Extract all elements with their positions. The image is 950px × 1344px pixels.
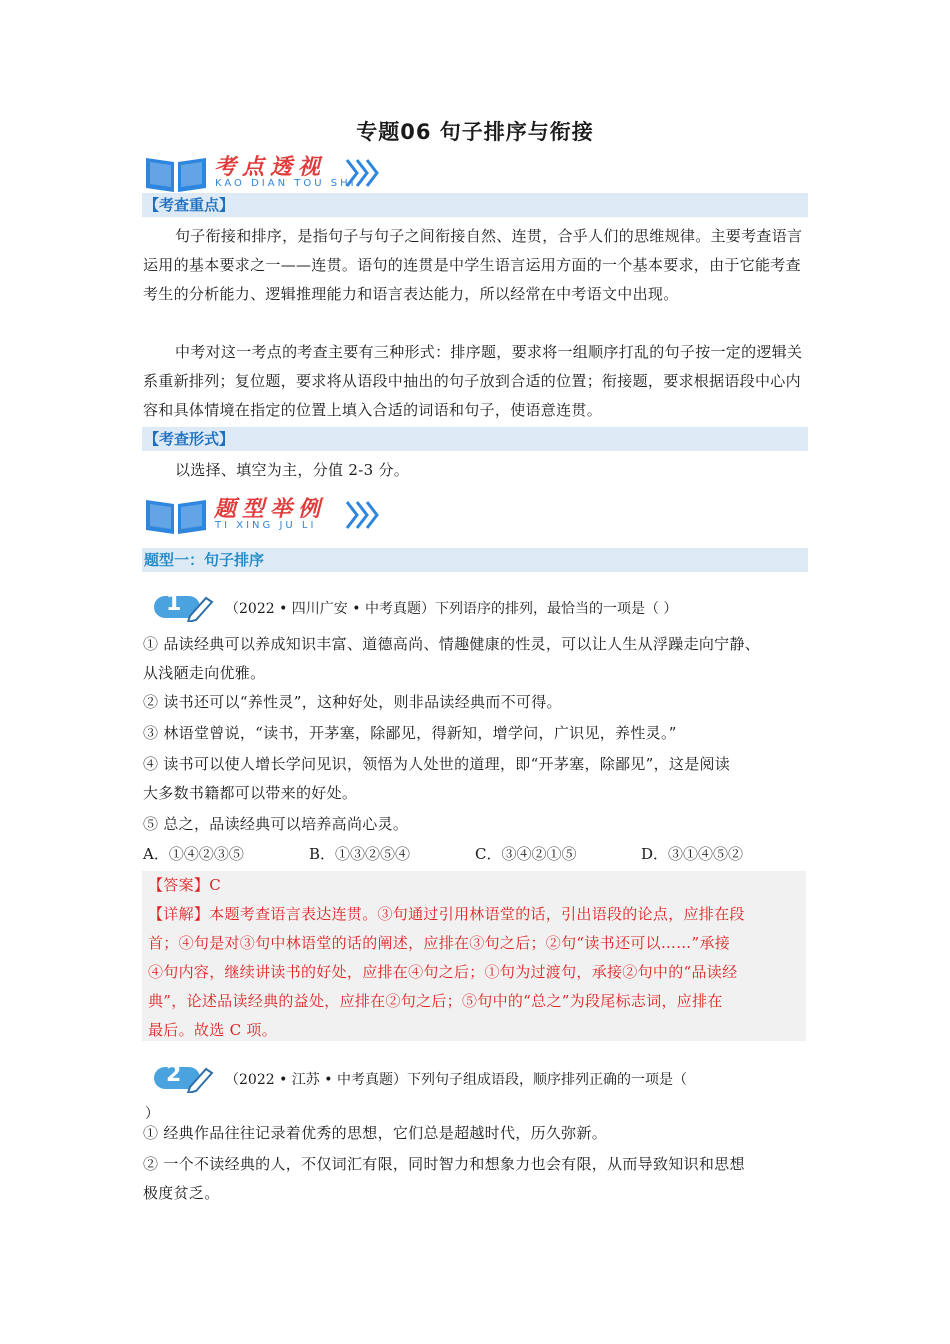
question-header: （2022 • 四川广安 • 中考真题）下列语序的排列，最恰当的一项是（ ） [225, 601, 678, 617]
explanation-line: 首；④句是对③句中林语堂的话的阐述，应排在③句之后；②句“读书还可以……”承接 [148, 934, 731, 952]
explanation-line: ④句内容，继续讲读书的好处，应排在④句之后；①句为过渡句，承接②句中的“品读经 [148, 963, 738, 981]
question-header: （2022 • 江苏 • 中考真题）下列句子组成语段，顺序排列正确的一项是（ [225, 1072, 687, 1088]
question-number-badge-icon [154, 592, 216, 622]
banner-subtitle: KAO DIAN TOU SHI [215, 178, 357, 189]
sentence-2-cont: 极度贫乏。 [143, 1184, 220, 1202]
sentence-4-cont: 大多数书籍都可以带来的好处。 [143, 784, 358, 802]
sentence-1: ① 品读经典可以养成知识丰富、道德高尚、情趣健康的性灵，可以让人生从浮躁走向宁静、 [143, 635, 761, 653]
option-a[interactable]: A．①④②③⑤ [143, 845, 244, 863]
open-book-icon [144, 496, 208, 536]
page-title: 专题06 句子排序与衔接 [356, 120, 594, 144]
explanation-line: 【详解】本题考查语言表达连贯。③句通过引用林语堂的话，引出语段的论点，应排在段 [148, 905, 745, 923]
answer-box [142, 871, 806, 1041]
option-d[interactable]: D．③①④⑤② [641, 845, 744, 863]
paragraph-intro: 句子衔接和排序，是指句子与句子之间衔接自然、连贯，合乎人们的思维规律。主要考查语言运用的基本要求之一——连贯。语句的连贯是中学生语言运用方面的一个基本要求，由于它能考查考生的分析能力、逻辑推理能力和语言表达能力，所以经常在中考语文中出现。 [143, 227, 803, 303]
sentence-1-cont: 从浅陋走向优雅。 [143, 664, 266, 682]
banner-subtitle: TI XING JU LI [215, 520, 317, 531]
sentence-2: ② 一个不读经典的人，不仅词汇有限，同时智力和想象力也会有限，从而导致知识和思想 [143, 1155, 745, 1173]
sentence-5: ⑤ 总之，品读经典可以培养高尚心灵。 [143, 815, 409, 833]
section-banner-tixing [142, 490, 402, 540]
chevron-right-icon [345, 500, 381, 530]
answer-options [143, 843, 823, 867]
option-b[interactable]: B．①③②⑤④ [309, 845, 411, 863]
sentence-4: ④ 读书可以使人增长学问见识，领悟为人处世的道理，即“开茅塞，除鄙见”，这是阅读 [143, 755, 731, 773]
explanation-line: 最后。故选 C 项。 [148, 1021, 278, 1039]
question-number: 2 [166, 1062, 182, 1087]
question-number: 1 [166, 591, 182, 616]
sentence-3: ③ 林语堂曾说，“读书，开茅塞，除鄙见，得新知，增学问，广识见，养性灵。” [143, 724, 677, 742]
paragraph-forms: 中考对这一考点的考查主要有三种形式：排序题，要求将一组顺序打乱的句子按一定的逻辑关系重新排列；复位题，要求将从语段中抽出的句子放到合适的位置；衔接题，要求根据语段中心内容和具体情境在指定的位置上填入合适的词语和句子，使语意连贯。 [143, 343, 803, 419]
banner-title: 题型举例 [214, 497, 327, 522]
section-label-focus: 【考查重点】 [142, 193, 808, 217]
explanation-line: 典”，论述品读经典的益处，应排在②句之后；⑤句中的“总之”为段尾标志词，应排在 [148, 992, 723, 1010]
option-c[interactable]: C．③④②①⑤ [475, 845, 577, 863]
section-label-format: 【考查形式】 [142, 427, 808, 451]
chevron-right-icon [345, 158, 381, 188]
type-label: 题型一：句子排序 [142, 548, 808, 572]
question-number-badge-icon [154, 1063, 216, 1093]
banner-title: 考点透视 [214, 155, 327, 180]
answer-text: 【答案】C [148, 876, 221, 894]
paragraph-format: 以选择、填空为主，分值 2-3 分。 [175, 461, 410, 479]
open-book-icon [144, 154, 208, 194]
section-banner-kaodian [142, 148, 402, 198]
sentence-2: ② 读书还可以“养性灵”，这种好处，则非品读经典而不可得。 [143, 693, 562, 711]
question-header-cont: ） [145, 1106, 159, 1122]
sentence-1: ① 经典作品往往记录着优秀的思想，它们总是超越时代，历久弥新。 [143, 1124, 608, 1142]
